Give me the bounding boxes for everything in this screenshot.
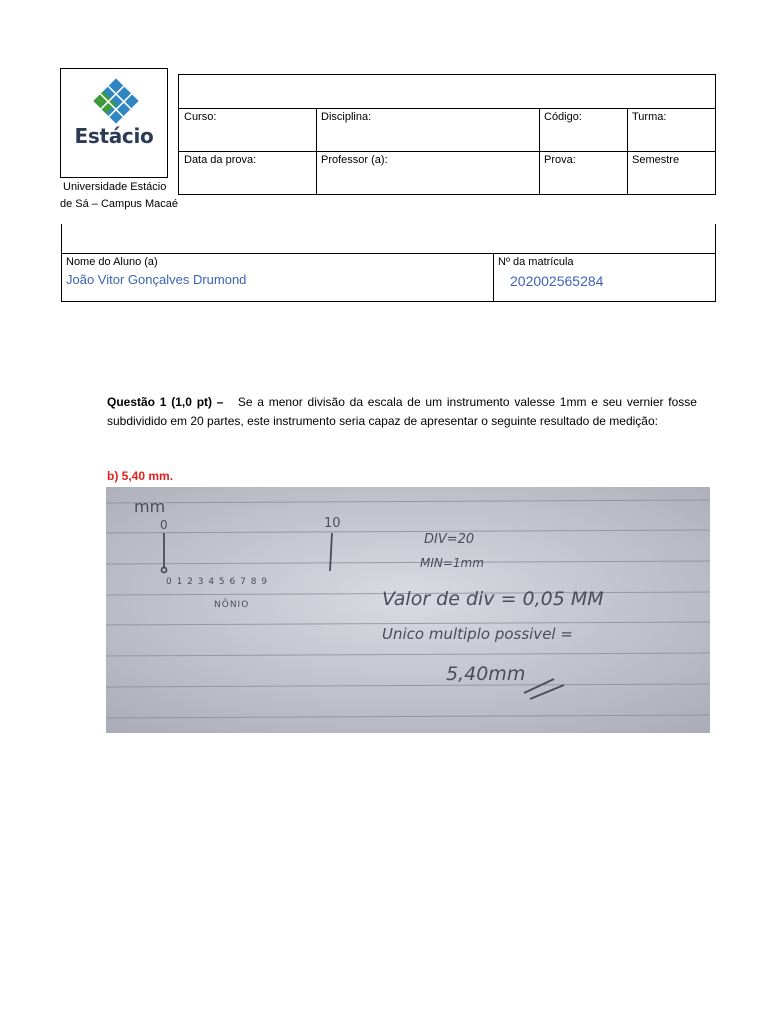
turma-label: Turma:: [632, 111, 667, 123]
codigo-label: Código:: [544, 111, 582, 123]
hw-unico: Unico multiplo possivel =: [382, 625, 573, 643]
handwritten-solution-photo: [106, 487, 710, 733]
hw-ten: 10: [324, 516, 341, 531]
matricula-value: 202002565284: [510, 273, 604, 289]
semestre-label: Semestre: [632, 154, 680, 166]
estacio-diamond-icon: [61, 69, 167, 177]
hw-result: 5,40mm: [446, 663, 526, 685]
hw-valor-div: Valor de div = 0,05 MM: [382, 588, 604, 610]
question-1: [107, 393, 697, 431]
university-name: [60, 179, 178, 213]
hw-unit: mm: [134, 497, 166, 516]
prova-label: Prova:: [544, 154, 576, 166]
hw-zero: 0: [160, 518, 168, 532]
university-line-1: Universidade Estácio: [63, 181, 167, 193]
estacio-logo: [60, 68, 168, 178]
hw-nonio-digits: 0 1 2 3 4 5 6 7 8 9: [166, 577, 269, 587]
answer-text: b) 5,40 mm.: [107, 469, 174, 483]
university-line-2: de Sá – Campus Macaé: [60, 198, 179, 210]
hw-div: DIV=20: [424, 532, 475, 547]
student-name-value: João Vitor Gonçalves Drumond: [66, 272, 247, 287]
hw-nonio-label: NÔNIO: [214, 600, 250, 610]
matricula-label: Nº da matrícula: [498, 256, 574, 268]
logo-wordmark: Estácio: [74, 124, 154, 148]
student-name-label: Nome do Aluno (a): [66, 256, 158, 268]
data-prova-label: Data da prova:: [184, 154, 257, 166]
exam-header-table: [178, 74, 716, 195]
curso-label: Curso:: [184, 111, 217, 123]
professor-label: Professor (a):: [321, 154, 388, 166]
disciplina-label: Disciplina:: [321, 111, 372, 123]
question-text: Se a menor divisão da escala de um instrumento valesse 1mm e seu vernier fosse subdividido em 20 partes, este instrumento seria capaz de apresentar o seguinte resultado de medição:: [107, 395, 697, 428]
hw-min: MIN=1mm: [420, 556, 484, 570]
student-info-table: [61, 224, 716, 302]
question-title: Questão 1 (1,0 pt) –: [107, 395, 224, 409]
